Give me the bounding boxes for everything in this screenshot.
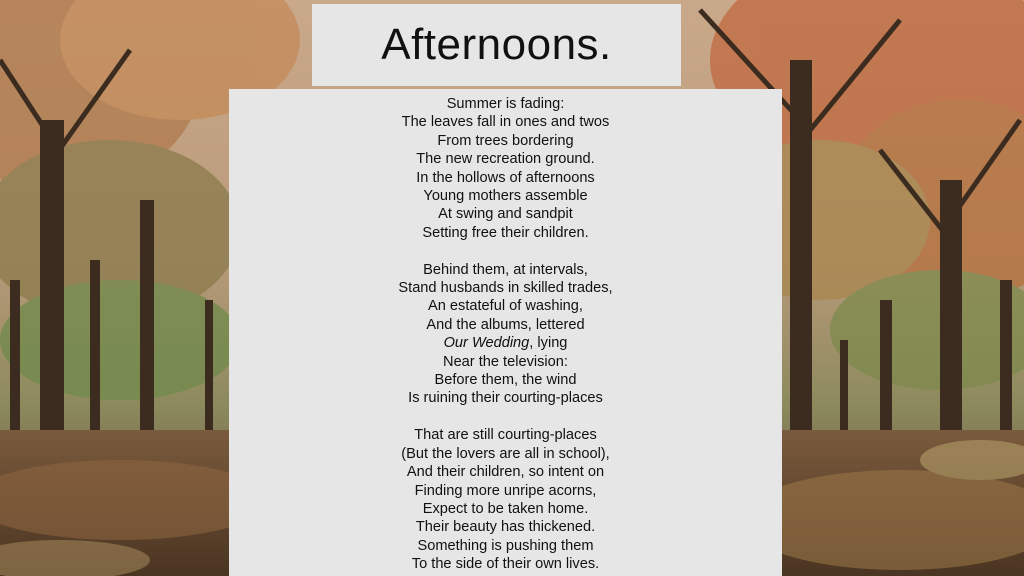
poem-line-rest: , lying — [529, 335, 568, 352]
poem-line: An estateful of washing, — [428, 298, 583, 315]
slide-title: Afternoons. — [381, 20, 612, 69]
poem-line: And the albums, lettered — [426, 316, 585, 333]
poem-line: To the side of their own lives. — [411, 556, 600, 573]
poem-line: Their beauty has thickened. — [415, 519, 596, 536]
poem-line: Young mothers assemble — [423, 188, 588, 205]
poem-line: Before them, the wind — [434, 372, 577, 389]
poem-stanza-1 — [229, 95, 782, 242]
poem-line: From trees bordering — [437, 132, 574, 149]
poem-line: Summer is fading: — [446, 96, 565, 112]
poem-line: In the hollows of afternoons — [416, 169, 595, 186]
poem-line: Behind them, at intervals, — [423, 261, 588, 278]
title-panel — [312, 4, 681, 86]
poem-line: The leaves fall in ones and twos — [401, 114, 610, 131]
poem-line: And their children, so intent on — [406, 464, 605, 481]
poem-line: At swing and sandpit — [438, 206, 573, 223]
album-title-italic: Our Wedding — [443, 335, 530, 352]
poem-line: Is ruining their courting-places — [408, 390, 603, 407]
poem-line: Near the television: — [443, 353, 568, 370]
poem-line: (But the lovers are all in school), — [401, 445, 610, 462]
poem-line: The new recreation ground. — [416, 151, 595, 168]
poem-line-with-italic — [229, 334, 782, 352]
poem-line: Expect to be taken home. — [422, 500, 589, 517]
poem-line: Something is pushing them — [417, 537, 594, 554]
poem-panel — [229, 89, 782, 576]
poem-stanza-3 — [229, 426, 782, 573]
poem-line: That are still courting-places — [414, 427, 597, 444]
poem-line: Finding more unripe acorns, — [414, 482, 597, 499]
poem-stanza-2 — [229, 261, 782, 408]
poem-line: Stand husbands in skilled trades, — [398, 280, 613, 297]
poem-line: Setting free their children. — [422, 224, 589, 241]
